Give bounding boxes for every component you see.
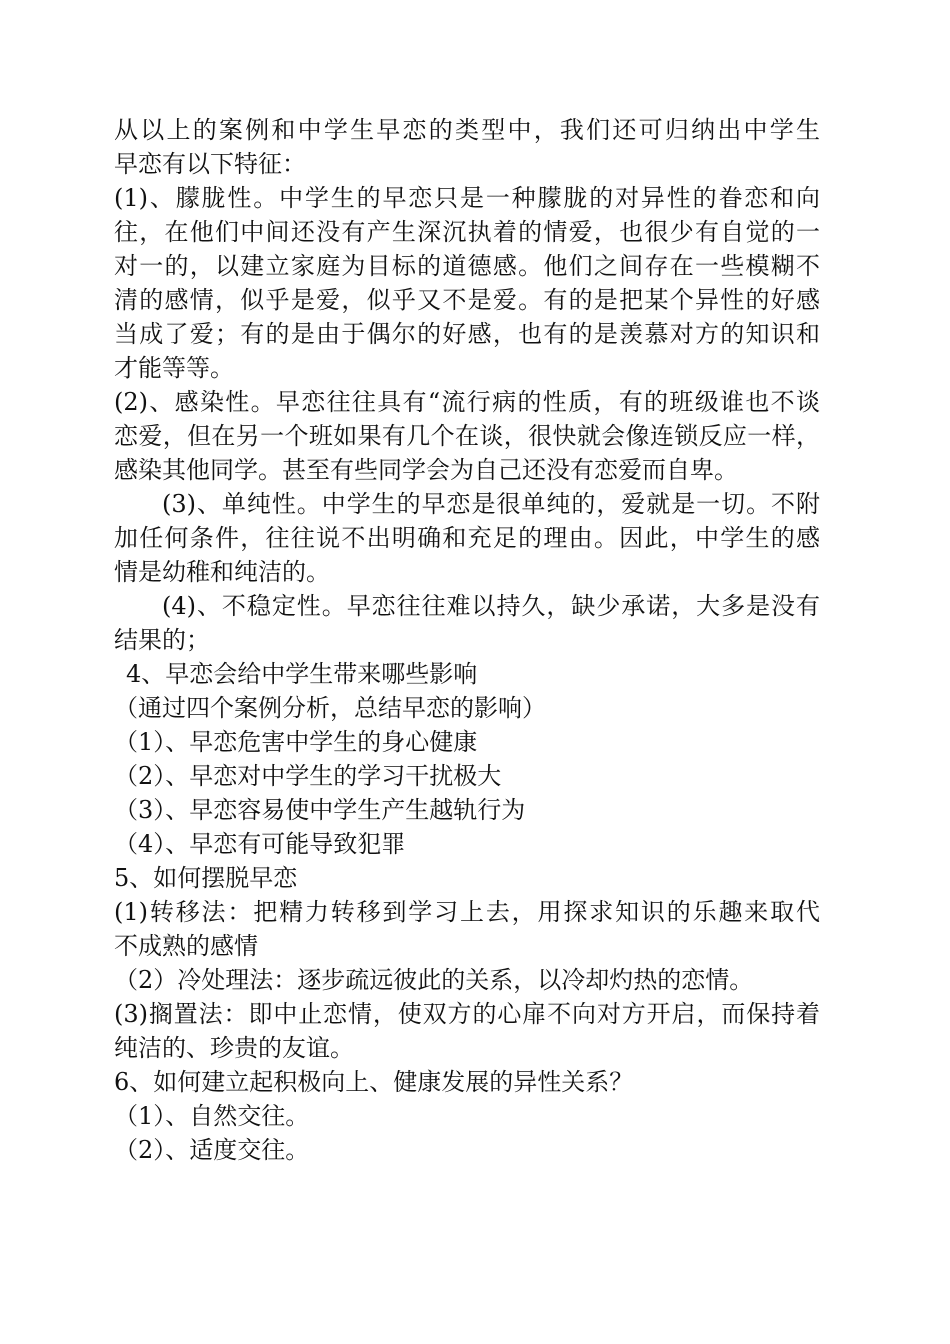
- paragraph-line: (1)转移法：把精力转移到学习上去，用探求知识的乐趣来取代: [114, 898, 820, 926]
- list-item: （2）、适度交往。: [114, 1136, 310, 1164]
- list-item: （1）、自然交往。: [114, 1102, 310, 1130]
- paragraph-line: 早恋有以下特征：: [114, 150, 306, 178]
- section-heading: 5、如何摆脱早恋: [114, 864, 298, 892]
- paragraph-line: (1)、朦胧性。中学生的早恋只是一种朦胧的对异性的眷恋和向: [114, 184, 820, 212]
- list-item: （4）、早恋有可能导致犯罪: [114, 830, 406, 858]
- paragraph-line: (3)、单纯性。中学生的早恋是很单纯的，爱就是一切。不附: [162, 490, 820, 518]
- paragraph-line: (4)、不稳定性。早恋往往难以持久，缺少承诺，大多是没有: [162, 592, 820, 620]
- paragraph-line: 情是幼稚和纯洁的。: [114, 558, 330, 586]
- list-item: （3）、早恋容易使中学生产生越轨行为: [114, 796, 526, 824]
- paragraph-line: 恋爱，但在另一个班如果有几个在谈，很快就会像连锁反应一样，: [114, 422, 820, 450]
- paragraph-line: (2)、感染性。早恋往往具有“流行病的性质，有的班级谁也不谈: [114, 388, 820, 416]
- paragraph-line: 对一的，以建立家庭为目标的道德感。他们之间存在一些模糊不: [114, 252, 820, 280]
- paragraph-line: 往，在他们中间还没有产生深沉执着的情爱，也很少有自觉的一: [114, 218, 820, 246]
- paragraph-line: (3)搁置法：即中止恋情，使双方的心扉不向对方开启，而保持着: [114, 1000, 820, 1028]
- paragraph-line: 纯洁的、珍贵的友谊。: [114, 1034, 354, 1062]
- section-heading: 6、如何建立起积极向上、健康发展的异性关系？: [114, 1068, 634, 1096]
- paragraph-line: 才能等等。: [114, 354, 234, 382]
- section-heading: 4、早恋会给中学生带来哪些影响: [126, 660, 478, 688]
- document-body: [114, 113, 820, 1167]
- paragraph-line: 从以上的案例和中学生早恋的类型中，我们还可归纳出中学生: [114, 116, 820, 144]
- paragraph-line: 不成熟的感情: [114, 932, 258, 960]
- list-item: （1）、早恋危害中学生的身心健康: [114, 728, 478, 756]
- paragraph-line: 结果的；: [114, 626, 210, 654]
- paragraph-line: （通过四个案例分析，总结早恋的影响）: [114, 694, 546, 722]
- paragraph-line: 加任何条件，往往说不出明确和充足的理由。因此，中学生的感: [114, 524, 820, 552]
- list-item: （2）、早恋对中学生的学习干扰极大: [114, 762, 502, 790]
- paragraph-line: 当成了爱；有的是由于偶尔的好感，也有的是羡慕对方的知识和: [114, 320, 820, 348]
- paragraph-line: 清的感情，似乎是爱，似乎又不是爱。有的是把某个异性的好感: [114, 286, 820, 314]
- paragraph-line: 感染其他同学。甚至有些同学会为自己还没有恋爱而自卑。: [114, 456, 738, 484]
- paragraph-line: （2）冷处理法：逐步疏远彼此的关系，以冷却灼热的恋情。: [114, 966, 754, 994]
